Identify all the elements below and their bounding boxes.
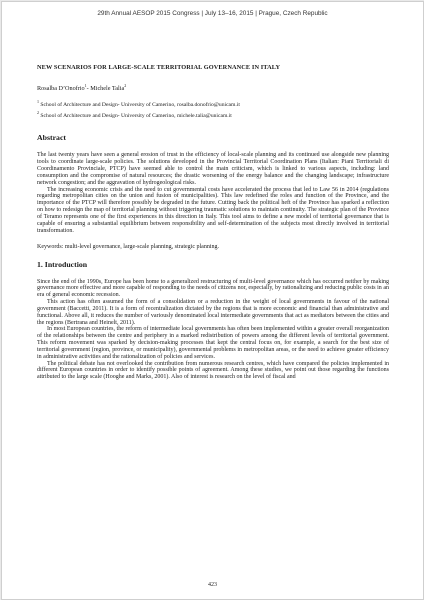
author-name: Rosalba D’Onofrio: [37, 85, 85, 93]
conference-header: 29th Annual AESOP 2015 Congress | July 13–16, 2015 | Prague, Czech Republic: [97, 10, 328, 17]
affiliation-text: School of Architecture and Design- University of Camerino, michele.talia@unicam.it: [40, 113, 232, 120]
page-number: 423: [208, 582, 217, 588]
affiliation-text: School of Architecture and Design- University of Camerino, rosalba.donofrio@unicam.it: [40, 101, 240, 108]
body-paragraph: Since the end of the 1990s, Europe has been home to a generalized restructuring of multi-level governance which has occurred neither by making governance more effective and more capable of responding to the needs of citizens nor, especially, by rationalizing and reducing public costs in an era of general economic recession.: [37, 278, 389, 299]
affiliation: [37, 109, 389, 120]
keywords: Keywords: multi-level governance, large-scale planning, strategic planning.: [37, 243, 219, 250]
body-paragraph: In most European countries, the reform of intermediate local governments has often been implemented within a greater overall reorganization of the relationships between the centre and periphery in a marked redistribution of powers among the different levels of territorial government. This reform movement was sparked by decision-making processes that kept the central focus on, for example, a search for the best size of territorial government (region, province, or municipality), governmental problems in metropolitan areas, or the need to achieve greater efficiency in administrative activities and the rationalization of policies and services.: [37, 326, 389, 360]
abstract-paragraph: The last twenty years have seen a general erosion of trust in the efficiency of local-scale planning and its continued use alongside new planning tools to coordinate large-scale policies. The solutions developed in the Provincial Territorial Coordination Plans (Italian: Piani Territoriali di Coordinamento Provinciale, PTCP) have seemed able to control the main criticism, which is linked to various aspects, including: land consumption and the compromise of natural resources; the drastic worsening of the energy balance and the changing landscape; infrastructure network congestion; and the aggravation of hydrogeological risks.: [37, 152, 389, 186]
introduction-heading: 1. Introduction: [37, 259, 88, 269]
body-paragraph: The political debate has not overlooked the contribution from numerous research centres, which have compared the policies implemented in different European countries in order to identify possible points of agreement. Among these studies, we point out those regarding the functions attributed to the large scale (Hooghe and Marks, 2001). Also of interest is research on the level of fiscal and: [37, 360, 389, 381]
affiliation: [37, 98, 389, 109]
paper-page: [1, 1, 424, 600]
author-affiliation-marker: 1: [84, 83, 87, 88]
abstract-paragraph: The increasing economic crisis and the need to cut governmental costs have accelerated the process that led to Law 56 in 2014 (regulations regarding metropolitan cities on the union and fusion of municipalities). This law redefined the roles and function of the Province, and the importance of the PTCP will therefore possibly be degraded in the future. Cutting back the political heft of the Province has sparked a reflection on how to redesign the map of territorial planning without triggering traumatic solutions to maintain continuity. The strategic plan of the Province of Teramo represents one of the first experiences in this direction in Italy. This tool aims to define a new model of territorial governance that is capable of ensuring a substantial equilibrium between responsibility and self-determination of the subjects most directly involved in territorial transformation.: [37, 186, 389, 234]
affiliation-marker: 2: [37, 110, 39, 116]
author-line: [37, 83, 389, 92]
abstract-heading: Abstract: [37, 133, 67, 143]
paper-content: [37, 64, 389, 381]
author-affiliation-marker: 2: [124, 83, 127, 88]
body-paragraph: This action has often assumed the form of a consolidation or a reduction in the weight of local governments in favour of the national government (Baccetti, 2011). It is a form of recentralization dictated by the regions that is more economic and financial than administrative and functional. Above all, it reduces the number of variously denominated local intermediate governments that act as mediators between the cities and the regions (Bertrana and Heinelt, 2011).: [37, 299, 389, 326]
author-separator: -: [86, 85, 91, 93]
affiliation-marker: 1: [37, 99, 39, 105]
author-name: Michele Talia: [90, 85, 125, 93]
paper-title: NEW SCENARIOS FOR LARGE-SCALE TERRITORIAL GOVERNANCE IN ITALY: [37, 64, 281, 71]
